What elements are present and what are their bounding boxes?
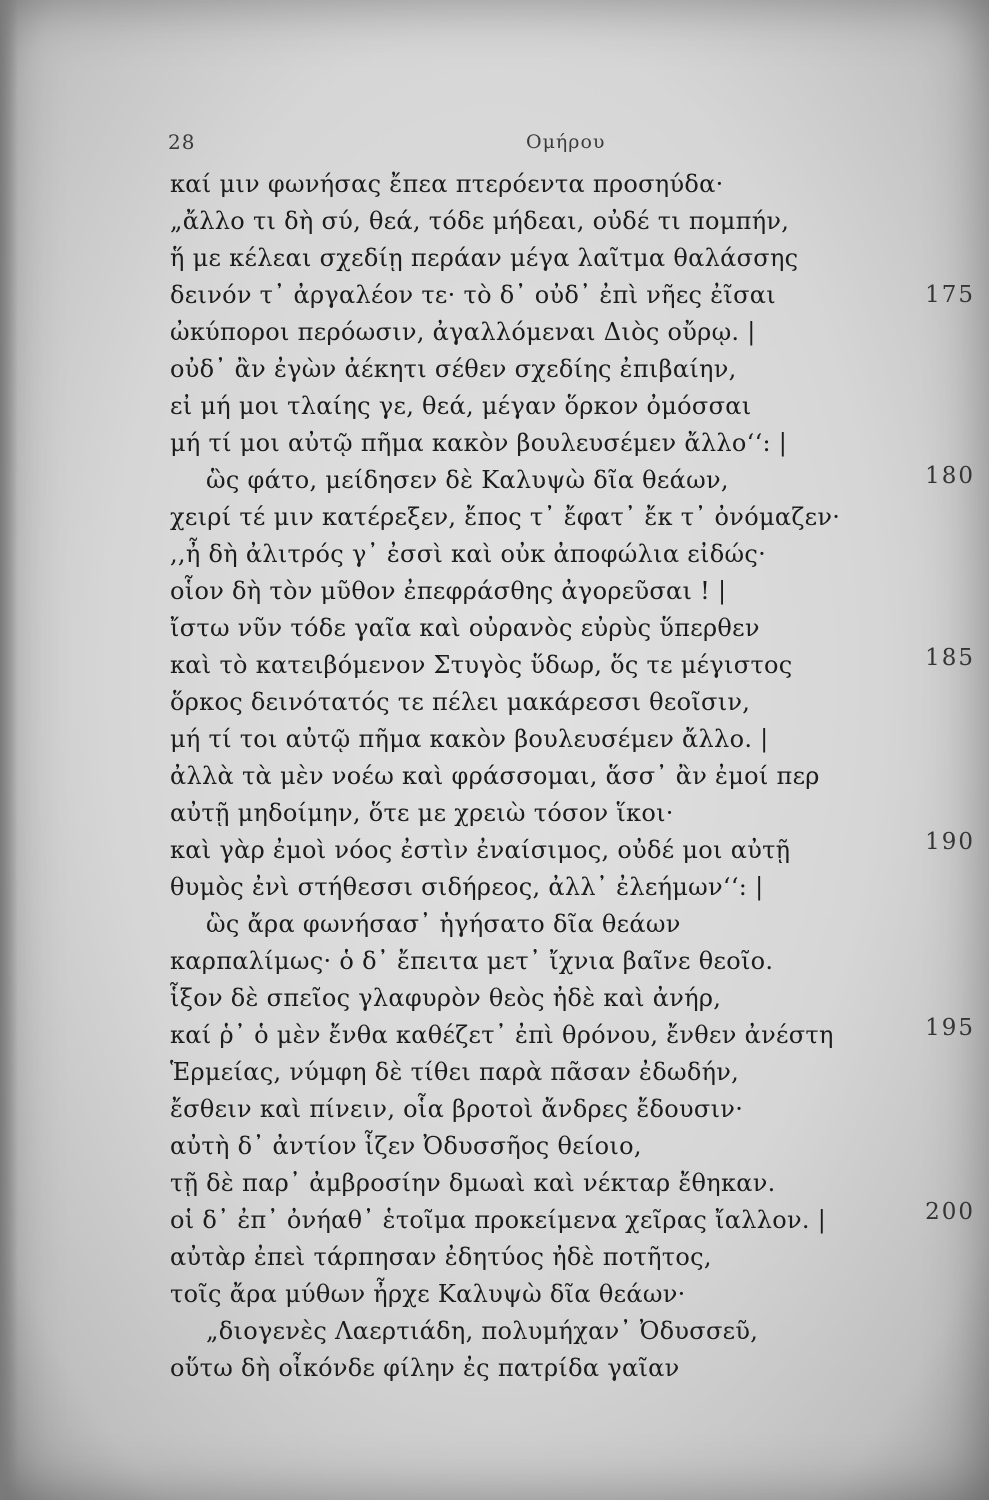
verse-line: μή τί τοι αὐτῷ πῆμα κακὸν βουλευσέμεν ἄλλο. | <box>170 725 769 753</box>
verse-line: ὠκύποροι περόωσιν, ἀγαλλόμεναι Διὸς οὔρῳ. | <box>170 318 756 346</box>
page-edge-shadow <box>0 0 18 1500</box>
verse-line: αὐτῇ μηδοίμην, ὅτε με χρειὼ τόσον ἵκοι· <box>170 799 674 827</box>
line-number: 185 <box>925 645 975 671</box>
verse-line: ,,ἦ δὴ ἀλιτρός γ᾿ ἐσσὶ καὶ οὐκ ἀποφώλια εἰδώς· <box>170 540 767 568</box>
verse-line: ὅρκος δεινότατός τε πέλει μακάρεσσι θεοῖσιν, <box>170 688 751 716</box>
verse-line: οὐδ᾿ ἂν ἐγὼν ἀέκητι σέθεν σχεδίης ἐπιβαίην, <box>170 355 737 383</box>
verse-line: καί μιν φωνήσας ἔπεα πτερόεντα προσηύδα· <box>170 170 724 198</box>
page-number: 28 <box>168 130 196 154</box>
verse-line: ἔσθειν καὶ πίνειν, οἷα βροτοὶ ἄνδρες ἔδουσιν· <box>170 1095 744 1123</box>
verse-line: ἷξον δὲ σπεῖος γλαφυρὸν θεὸς ἠδὲ καὶ ἀνήρ, <box>170 984 722 1012</box>
verse-line: χειρί τέ μιν κατέρεξεν, ἔπος τ᾿ ἔφατ᾿ ἔκ τ᾿ ὀνόμαζεν· <box>170 503 841 531</box>
verse-line: αὐτὰρ ἐπεὶ τάρπησαν ἐδητύος ἠδὲ ποτῆτος, <box>170 1243 712 1271</box>
verse-line: οἱ δ᾿ ἐπ᾿ ὀνήαθ᾿ ἑτοῖμα προκείμενα χεῖρας ἴαλλον. | <box>170 1206 827 1234</box>
verse-line: Ἑρμείας, νύμφη δὲ τίθει παρὰ πᾶσαν ἐδωδήν, <box>170 1058 740 1086</box>
line-number: 180 <box>925 463 975 489</box>
line-number: 190 <box>925 829 975 855</box>
verse-line: δεινόν τ᾿ ἀργαλέον τε· τὸ δ᾿ οὐδ᾿ ἐπὶ νῆες ἐῖσαι <box>170 281 777 309</box>
running-head: Ομήρου <box>526 131 606 153</box>
line-number: 200 <box>925 1199 975 1225</box>
verse-line: „διογενὲς Λαερτιάδη, πολυμήχαν᾿ Ὀδυσσεῦ, <box>206 1317 759 1345</box>
line-number: 195 <box>925 1015 975 1041</box>
verse-line: οἷον δὴ τὸν μῦθον ἐπεφράσθης ἀγορεῦσαι ! | <box>170 577 727 605</box>
line-number: 175 <box>925 282 975 308</box>
verse-line: καὶ τὸ κατειβόμενον Στυγὸς ὕδωρ, ὅς τε μέγιστος <box>170 651 793 679</box>
verse-line: θυμὸς ἐνὶ στήθεσσι σιδήρεος, ἀλλ᾿ ἐλεήμων‘‘: | <box>170 873 764 901</box>
verse-line: τῇ δὲ παρ᾿ ἀμβροσίην δμωαὶ καὶ νέκταρ ἔθηκαν. <box>170 1169 776 1197</box>
verse-line: ἴστω νῦν τόδε γαῖα καὶ οὐρανὸς εὐρὺς ὕπερθεν <box>170 614 760 642</box>
verse-line: οὕτω δὴ οἶκόνδε φίλην ἐς πατρίδα γαῖαν <box>170 1354 680 1382</box>
verse-line: εἰ μή μοι τλαίης γε, θεά, μέγαν ὅρκον ὀμόσσαι <box>170 392 752 420</box>
verse-line: ἥ με κέλεαι σχεδίῃ περάαν μέγα λαῖτμα θαλάσσης <box>170 244 799 272</box>
verse-line: καί ῥ᾿ ὁ μὲν ἔνθα καθέζετ᾿ ἐπὶ θρόνου, ἔνθεν ἀνέστη <box>170 1021 834 1049</box>
verse-line: ὣς ἄρα φωνήσασ᾿ ἡγήσατο δῖα θεάων <box>206 910 681 938</box>
verse-line: καρπαλίμως· ὁ δ᾿ ἔπειτα μετ᾿ ἴχνια βαῖνε θεοῖο. <box>170 947 774 975</box>
verse-line: ὣς φάτο, μείδησεν δὲ Καλυψὼ δῖα θεάων, <box>206 466 729 494</box>
verse-line: „ἄλλο τι δὴ σύ, θεά, τόδε μήδεαι, οὐδέ τι πομπήν, <box>170 207 790 235</box>
verse-line: μή τί μοι αὐτῷ πῆμα κακὸν βουλευσέμεν ἄλλο‘‘: | <box>170 429 788 457</box>
verse-line: καὶ γὰρ ἐμοὶ νόος ἐστὶν ἐναίσιμος, οὐδέ μοι αὐτῇ <box>170 836 791 864</box>
verse-line: αὐτὴ δ᾿ ἀντίον ἷζεν Ὀδυσσῆος θείοιο, <box>170 1132 642 1160</box>
verse-line: τοῖς ἄρα μύθων ἦρχε Καλυψὼ δῖα θεάων· <box>170 1280 686 1308</box>
verse-line: ἀλλὰ τὰ μὲν νοέω καὶ φράσσομαι, ἅσσ᾿ ἂν ἐμοί περ <box>170 762 820 790</box>
